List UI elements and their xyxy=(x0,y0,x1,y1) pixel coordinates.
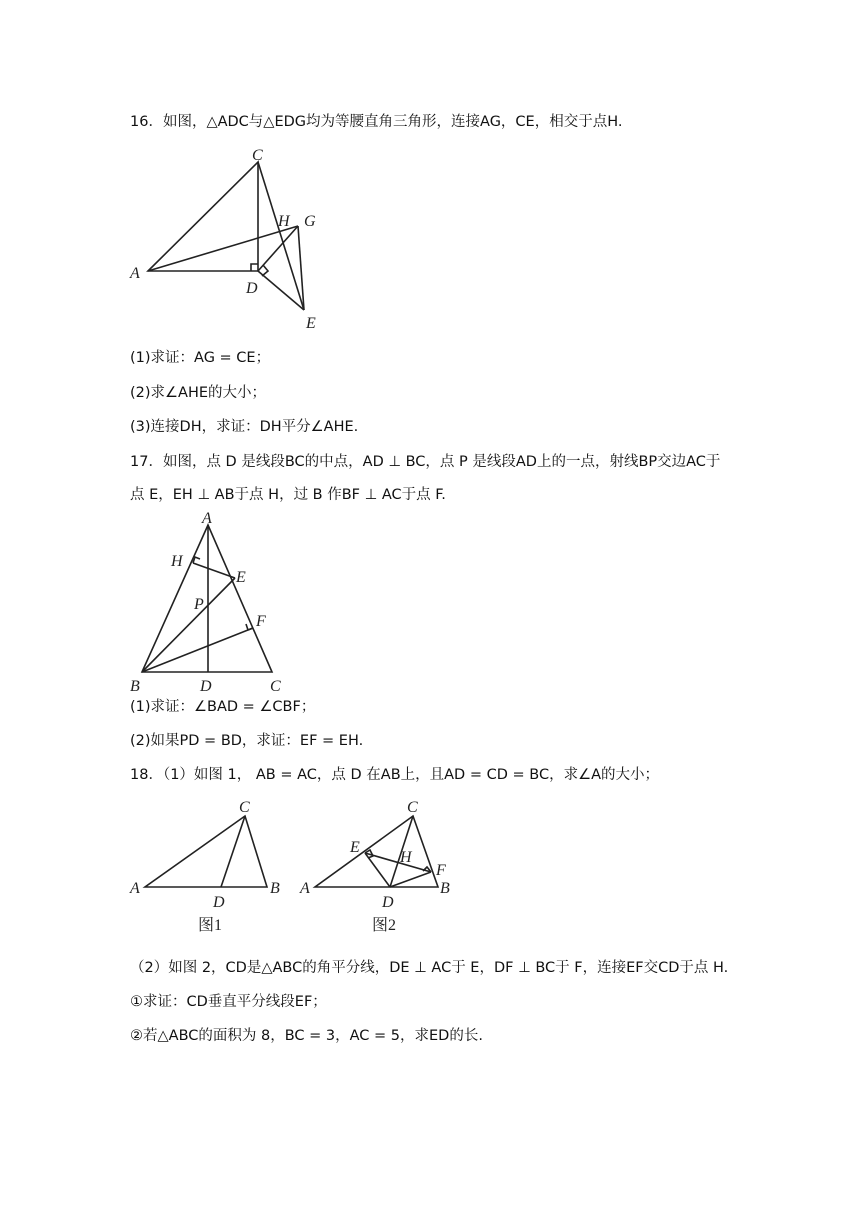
q16-figure xyxy=(120,140,340,340)
q16-stem: 16．如图，△ADC与△EDG均为等腰直角三角形，连接AG，CE，相交于点H. xyxy=(130,114,623,130)
label-b: B xyxy=(440,880,450,897)
q18-part2: （2）如图 2，CD是△ABC的角平分线，DE ⊥ AC于 E，DF ⊥ BC于 F，连接EF交CD于点 H. xyxy=(130,960,729,976)
q17-figure xyxy=(120,505,320,695)
q17-part1: (1)求证：∠BAD = ∠CBF； xyxy=(130,699,316,715)
label-a: A xyxy=(130,880,140,897)
label-d: D xyxy=(382,894,394,911)
label-f: F xyxy=(436,862,446,879)
label-g: G xyxy=(304,213,316,230)
triangle-abc xyxy=(142,525,272,672)
right-angle-d1 xyxy=(251,264,258,271)
label-b: B xyxy=(270,880,280,897)
figure-1-caption: 图1 xyxy=(198,917,223,934)
label-h: H xyxy=(278,213,290,230)
segment-eh xyxy=(193,563,235,578)
label-d: D xyxy=(200,678,212,695)
q18-stem: 18．（1）如图 1， AB = AC，点 D 在AB上，且AD = CD = BC，求∠A的大小； xyxy=(130,767,659,783)
right-angle-h xyxy=(193,557,200,563)
q17-stem-line2: 点 E，EH ⊥ AB于点 H，过 B 作BF ⊥ AC于点 F. xyxy=(130,487,446,503)
label-e: E xyxy=(350,839,360,856)
label-h: H xyxy=(171,553,183,570)
label-h: H xyxy=(400,849,412,866)
label-c: C xyxy=(407,799,418,816)
segment-ge xyxy=(298,226,304,310)
label-c: C xyxy=(270,678,281,695)
q18-sub1: ①求证：CD垂直平分线段EF； xyxy=(130,994,327,1010)
label-c: C xyxy=(252,147,263,164)
q18-figure-1 xyxy=(120,795,300,940)
label-e: E xyxy=(236,569,246,586)
q16-part1: (1)求证：AG = CE； xyxy=(130,350,271,366)
q18-figure-2 xyxy=(290,795,480,940)
q16-part2: (2)求∠AHE的大小； xyxy=(130,385,267,401)
figure-2-caption: 图2 xyxy=(372,917,397,934)
label-a: A xyxy=(202,510,212,527)
label-f: F xyxy=(256,613,266,630)
label-e: E xyxy=(306,315,316,332)
label-a: A xyxy=(130,265,140,282)
segment-be xyxy=(142,578,235,672)
label-c: C xyxy=(239,799,250,816)
q18-sub2: ②若△ABC的面积为 8，BC = 3，AC = 5，求ED的长. xyxy=(130,1028,483,1044)
label-b: B xyxy=(130,678,140,695)
q17-part2: (2)如果PD = BD，求证：EF = EH. xyxy=(130,733,364,749)
label-a: A xyxy=(300,880,310,897)
segment-de xyxy=(258,271,304,310)
segment-cd xyxy=(221,816,245,887)
q16-part3: (3)连接DH，求证：DH平分∠AHE. xyxy=(130,419,359,435)
q17-stem-line1: 17．如图，点 D 是线段BC的中点，AD ⊥ BC，点 P 是线段AD上的一点，射线BP交边AC于 xyxy=(130,454,721,470)
label-p: P xyxy=(194,596,204,613)
triangle-abc xyxy=(145,816,267,887)
segment-ef xyxy=(365,853,431,872)
label-d: D xyxy=(213,894,225,911)
label-d: D xyxy=(246,280,258,297)
segment-df xyxy=(390,872,431,887)
